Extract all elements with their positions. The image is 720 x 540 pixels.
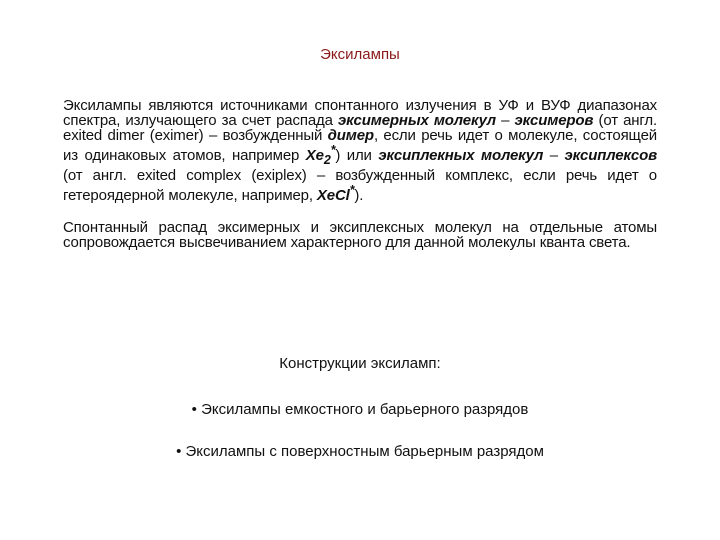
term-excimers: эксимеров [514,112,594,129]
formula-base: Xe [305,147,324,164]
formula-superscript: * [349,183,355,197]
formula-xecl [316,183,355,204]
term-exciplexes: эксиплексов [564,147,657,164]
text-span: ). [354,187,364,204]
formula-subscript: 2 [323,153,331,167]
formula-base: XeCl [316,187,350,204]
text-span: – [543,147,565,164]
text-span: (от англ. exited dimer (eximer) – возбужденный [63,112,658,144]
construction-item: • Эксилампы емкостного и барьерного разрядов [191,401,529,418]
construction-item: • Эксилампы с поверхностным барьерным разрядом [176,443,544,460]
text-span: (от англ. exited complex (exiplex) – возбужденный комплекс, если речь идет о гетероядерной молекуле, например, [63,167,657,204]
text-span: , если речь идет о молекуле, состоящей из одинаковых атомов, например [63,127,657,164]
text-span: ) или [335,147,379,164]
term-excimer-molecules: эксимерных молекул [337,112,496,129]
term-exciplex-molecules: эксиплекных молекул [378,147,544,164]
intro-paragraph [63,98,657,203]
slide-title: Эксилампы [320,46,400,63]
decay-paragraph: Спонтанный распад эксимерных и эксиплексных молекул на отдельные атомы сопровождается высвечиванием характерного для данной молекулы кванта света. [63,219,657,251]
term-dimer: димер [327,127,374,144]
formula-xe2 [305,143,336,167]
text-span: Эксилампы являются источниками спонтанного излучения в УФ и ВУФ диапазонах спектра, излучающего за счет распада [63,97,657,129]
formula-superscript: * [330,143,336,157]
constructions-heading: Конструкции эксиламп: [279,355,441,372]
text-span: – [495,112,515,129]
